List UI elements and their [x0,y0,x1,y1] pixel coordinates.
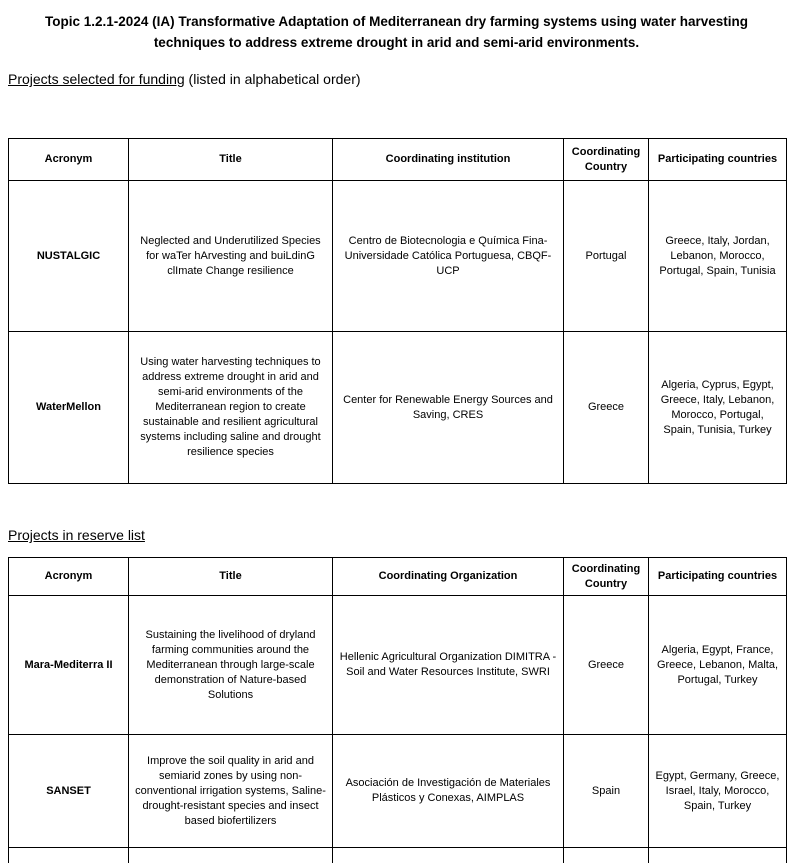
funded-col-header-countries: Participating countries [649,139,787,181]
country-cell: Greece [564,596,649,735]
participating-countries-cell: Algeria, Egypt, France, Greece, Lebanon, Malta, Portugal, Turkey [649,596,787,735]
empty-cell [649,848,787,863]
table-row-watermellon [9,332,787,484]
acronym-cell: Mara-Mediterra II [9,596,129,735]
document-title: Topic 1.2.1-2024 (IA) Transformative Adaptation of Mediterranean dry farming systems using water harvesting techniques to address extreme drought in arid and semi-arid environments. [45,14,748,50]
institution-cell: Centro de Biotecnologia e Química Fina-Universidade Católica Portuguesa, CBQF-UCP [333,181,564,332]
funded-section-heading [8,70,793,88]
funded-header-row [9,139,787,181]
country-cell: Greece [564,332,649,484]
reserve-col-header-organization: Coordinating Organization [333,558,564,596]
funded-col-header-title: Title [129,139,333,181]
participating-countries-cell: Egypt, Germany, Greece, Israel, Italy, Morocco, Spain, Turkey [649,735,787,848]
empty-cell [333,848,564,863]
table-row-nustalgic [9,181,787,332]
institution-cell: Asociación de Investigación de Materiales Plásticos y Conexas, AIMPLAS [333,735,564,848]
funded-projects-table [8,138,787,484]
country-cell: Portugal [564,181,649,332]
reserve-header-row [9,558,787,596]
table-row-partial-cutoff [9,848,787,863]
reserve-col-header-countries: Participating countries [649,558,787,596]
participating-countries-cell: Algeria, Cyprus, Egypt, Greece, Italy, Lebanon, Morocco, Portugal, Spain, Tunisia, Turkey [649,332,787,484]
empty-cell [129,848,333,863]
acronym-cell: SANSET [9,735,129,848]
reserve-heading-text: Projects in reserve list [8,527,145,543]
funded-heading-note: (listed in alphabetical order) [184,71,361,87]
empty-cell [9,848,129,863]
reserve-col-header-country: Coordinating Country [564,558,649,596]
reserve-col-header-acronym: Acronym [9,558,129,596]
table-row-sanset [9,735,787,848]
title-cell: Sustaining the livelihood of dryland farming communities around the Mediterranean through large-scale demonstration of Nature-based Solutions [129,596,333,735]
funded-col-header-acronym: Acronym [9,139,129,181]
title-cell: Improve the soil quality in arid and semiarid zones by using non-conventional irrigation systems, Saline-drought-resistant species and insect based biofertilizers [129,735,333,848]
participating-countries-cell: Greece, Italy, Jordan, Lebanon, Morocco, Portugal, Spain, Tunisia [649,181,787,332]
reserve-col-header-title: Title [129,558,333,596]
funded-col-header-institution: Coordinating institution [333,139,564,181]
table-row-mara-mediterra [9,596,787,735]
acronym-cell: WaterMellon [9,332,129,484]
funded-heading-text: Projects selected for funding [8,71,185,87]
reserve-projects-table [8,557,787,863]
title-cell: Using water harvesting techniques to address extreme drought in arid and semi-arid environments of the Mediterranean region to create sustainable and resilient agricultural systems including saline and drought resilience species [129,332,333,484]
reserve-section-heading [8,526,793,544]
country-cell: Spain [564,735,649,848]
funded-col-header-country: Coordinating Country [564,139,649,181]
empty-cell [564,848,649,863]
institution-cell: Hellenic Agricultural Organization DIMITRA - Soil and Water Resources Institute, SWRI [333,596,564,735]
title-cell: Neglected and Underutilized Species for waTer hArvesting and buiLdinG clImate Change resilience [129,181,333,332]
acronym-cell: NUSTALGIC [9,181,129,332]
institution-cell: Center for Renewable Energy Sources and Saving, CRES [333,332,564,484]
